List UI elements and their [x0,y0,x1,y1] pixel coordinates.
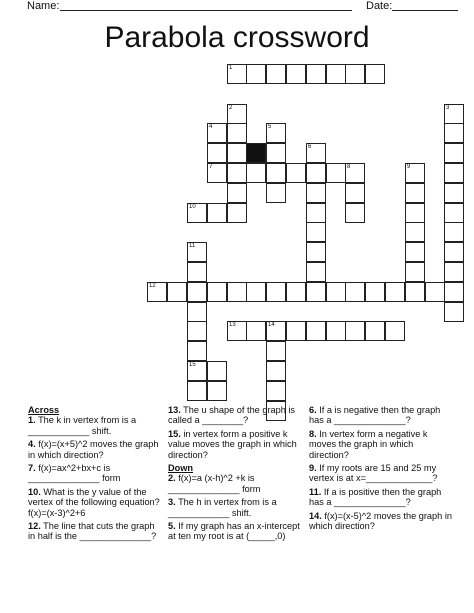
clue-text: f(x)=ax^2+bx+c is ______________ form [28,463,121,484]
clue-num: 11. [309,486,322,497]
clue-num: 7. [28,463,36,474]
clue-item [28,439,163,460]
clue-item [309,463,452,484]
clue-num: 13. [168,405,181,415]
clue-number: 4 [209,124,213,130]
name-label: Name: [27,0,60,12]
down-clues-list [168,473,304,541]
across-clues-list-2 [168,405,304,460]
clue-text: If my roots are 15 and 25 my vertex is at x=_____________? [309,463,438,484]
down-clues-list-2 [309,405,452,531]
clue-num: 12. [28,521,41,532]
clue-num: 8. [309,428,317,439]
clues-column-1 [28,405,163,545]
clue-number: 3 [446,105,450,111]
clue-num: 10. [28,486,41,497]
clue-item [168,521,304,542]
clue-text: The line that cuts the graph in half is the ______________? [28,521,157,542]
clue-number: 2 [229,105,233,111]
clues-column-3 [309,405,452,534]
across-heading: Across [28,405,60,415]
clue-text: f(x)=a (x-h)^2 +k is ______________ form [168,473,261,494]
clue-num: 14. [309,510,322,521]
clue-item [28,415,163,436]
clue-number: 12 [149,283,156,289]
clue-num: 9. [309,463,317,474]
clue-num: 4. [28,439,36,450]
clue-item [168,473,304,494]
clue-number: 8 [347,164,351,170]
clue-num: 6. [309,405,317,415]
clue-item [168,429,304,460]
clue-text: in vertex form a positive k value moves the graph in which direction? [168,428,297,460]
clue-item [168,405,304,426]
clue-number: 5 [268,124,272,130]
clue-number: 11 [189,243,196,249]
down-heading: Down [168,463,194,474]
clue-num: 15. [168,428,181,439]
clue-text: If a is negative then the graph has a ______________? [309,405,441,426]
clue-text: The k in vertex from is a ____________ shift. [28,415,137,436]
clue-item [28,521,163,542]
clue-number: 7 [209,164,213,170]
clue-item [309,405,452,426]
clue-number: 14 [268,322,275,328]
clue-text: In vertex form a negative k moves the graph in which direction? [309,428,428,460]
page-title: Parabola crossword [104,21,370,54]
clue-item [28,487,163,518]
clue-number: 1 [229,65,233,71]
clue-num: 1. [28,415,36,426]
clue-text: The h in vertex from is a ____________ shift. [168,497,277,518]
across-clues-list [28,415,163,541]
clue-text: What is the y value of the vertex of the following equation? f(x)=(x-3)^2+6 [28,486,160,518]
clue-item [309,487,452,508]
clue-number: 9 [407,164,411,170]
clue-item [309,429,452,460]
clue-num: 2. [168,473,176,484]
clue-text: If my graph has an x-intercept at ten my root is at (_____,0) [168,521,300,542]
clue-text: f(x)=(x+5)^2 moves the graph in which direction? [28,439,159,460]
clue-number: 10 [189,204,196,210]
clue-text: If a is positive then the graph has a ______________? [309,486,442,508]
clue-item [168,497,304,518]
clue-number: 6 [308,144,312,150]
clue-number: 15 [189,362,196,368]
clue-item [28,463,163,484]
date-label: Date: [366,0,393,12]
clue-text: f(x)=(x-5)^2 moves the graph in which direction? [309,510,452,532]
clue-item [309,511,452,532]
clue-number: 13 [229,322,236,328]
clue-text: The u shape of the graph is called a ________? [168,405,296,426]
clue-num: 3. [168,497,176,508]
clue-num: 5. [168,521,176,532]
clues-column-2 [168,405,304,545]
